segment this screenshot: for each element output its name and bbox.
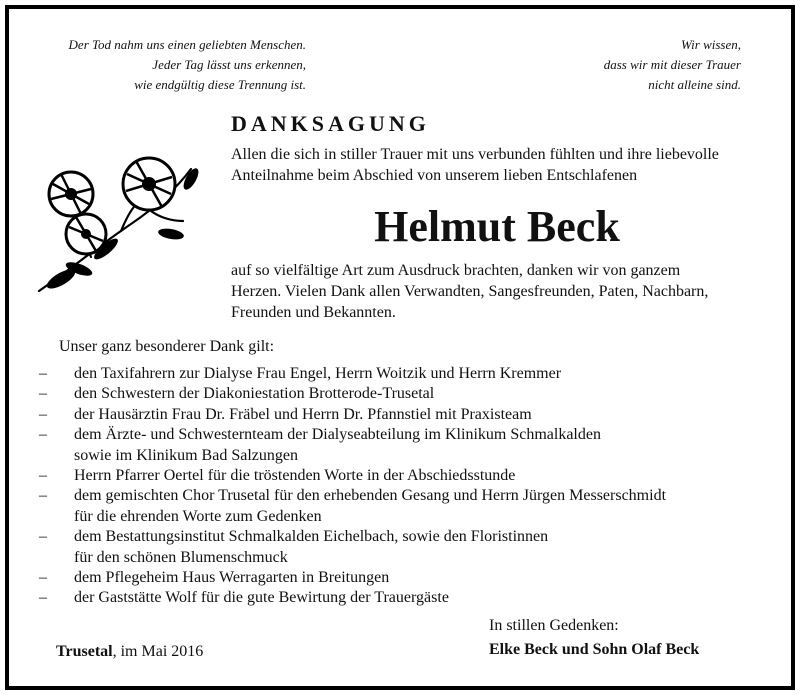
deceased-name: Helmut Beck bbox=[374, 202, 620, 251]
body-line: Freunden und Bekannten. bbox=[231, 304, 396, 321]
dash: – bbox=[39, 528, 47, 546]
list-item bbox=[39, 384, 769, 404]
intro-line: Anteilnahme beim Abschied von unserem lieben Entschlafenen bbox=[231, 167, 638, 184]
list-item-line: dem Pflegeheim Haus Werragarten in Breitungen bbox=[74, 569, 390, 587]
list-item-line: der Hausärztin Frau Dr. Fräbel und Herrn Dr. Pfannstiel mit Praxisteam bbox=[74, 405, 532, 423]
list-item bbox=[39, 486, 769, 527]
list-item-line: dem gemischten Chor Trusetal für den erhebenden Gesang und Herrn Jürgen Messerschmidt bbox=[74, 487, 667, 505]
body-line: Herzen. Vielen Dank allen Verwandten, Sangesfreunden, Paten, Nachbarn, bbox=[231, 283, 709, 300]
quote-left-line: Der Tod nahm uns einen geliebten Menschen. bbox=[68, 37, 306, 52]
list-item-line: dem Bestattungsinstitut Schmalkalden Eichelbach, sowie den Floristinnen bbox=[74, 528, 549, 546]
list-item bbox=[39, 364, 769, 384]
memorial-line: In stillen Gedenken: bbox=[489, 617, 619, 634]
dash: – bbox=[39, 487, 47, 505]
flower-branch-icon bbox=[31, 139, 211, 299]
list-item bbox=[39, 588, 769, 608]
quote-right-line: dass wir mit dieser Trauer bbox=[603, 57, 741, 72]
signatories: Elke Beck und Sohn Olaf Beck bbox=[489, 641, 700, 658]
dash: – bbox=[39, 405, 47, 423]
quote-left-line: Jeder Tag lässt uns erkennen, bbox=[152, 57, 306, 72]
list-item-line: der Gaststätte Wolf für die gute Bewirtung der Trauergäste bbox=[74, 589, 449, 607]
quote-right-line: Wir wissen, bbox=[681, 37, 741, 52]
list-item-line: sowie im Klinikum Bad Salzungen bbox=[74, 446, 298, 464]
heading: DANKSAGUNG bbox=[231, 111, 430, 136]
thanks-list bbox=[39, 364, 769, 609]
dash: – bbox=[39, 589, 47, 607]
date-text: , im Mai 2016 bbox=[112, 643, 204, 660]
list-item-line: dem Ärzte- und Schwesternteam der Dialyseabteilung im Klinikum Schmalkalden bbox=[74, 426, 601, 444]
dash: – bbox=[39, 426, 47, 444]
place-date bbox=[56, 643, 203, 661]
list-item bbox=[39, 405, 769, 425]
list-item bbox=[39, 568, 769, 588]
body-line: auf so vielfältige Art zum Ausdruck brachten, danken wir von ganzem bbox=[231, 262, 681, 279]
intro-line: Allen die sich in stiller Trauer mit uns verbunden fühlten und ihre liebevolle bbox=[231, 146, 719, 163]
obituary-card bbox=[5, 5, 795, 690]
list-item bbox=[39, 466, 769, 486]
body-text bbox=[231, 260, 771, 323]
quote-right-line: nicht alleine sind. bbox=[648, 77, 741, 92]
list-item bbox=[39, 527, 769, 568]
special-thanks-intro: Unser ganz besonderer Dank gilt: bbox=[59, 338, 275, 355]
place: Trusetal bbox=[56, 643, 113, 660]
dash: – bbox=[39, 569, 47, 587]
dash: – bbox=[39, 467, 47, 485]
list-item-line: für den schönen Blumenschmuck bbox=[74, 548, 288, 566]
quote-right bbox=[521, 35, 741, 95]
list-item-line: den Schwestern der Diakoniestation Brotterode-Trusetal bbox=[74, 385, 435, 403]
intro-text bbox=[231, 144, 771, 186]
quote-left-line: wie endgültig diese Trennung ist. bbox=[134, 77, 306, 92]
quote-left bbox=[31, 35, 306, 95]
dash: – bbox=[39, 365, 47, 382]
list-item bbox=[39, 425, 769, 466]
list-item-line: Herrn Pfarrer Oertel für die tröstenden Worte in der Abschiedsstunde bbox=[74, 467, 516, 485]
list-item-line: für die ehrenden Worte zum Gedenken bbox=[74, 507, 322, 525]
list-item-line: den Taxifahrern zur Dialyse Frau Engel, Herrn Woitzik und Herrn Kremmer bbox=[74, 365, 562, 382]
dash: – bbox=[39, 385, 47, 403]
signature-block bbox=[489, 614, 699, 662]
